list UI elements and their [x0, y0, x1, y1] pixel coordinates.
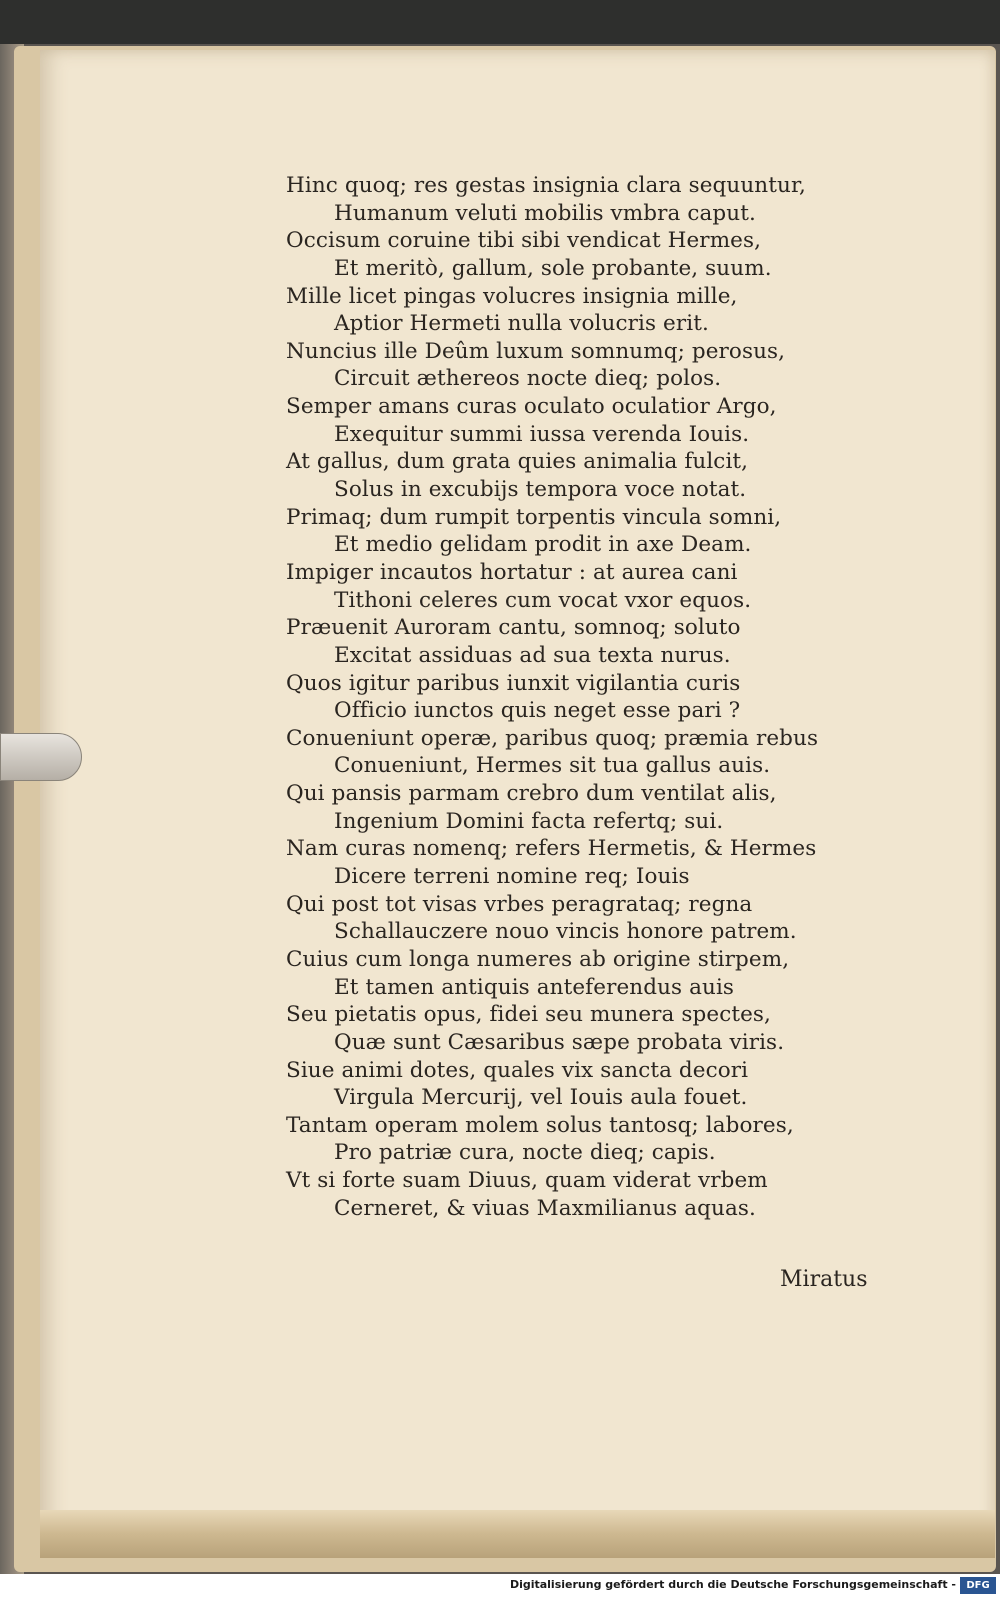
poem-line: Qui pansis parmam crebro dum ventilat alis, — [286, 781, 777, 807]
poem-line: Nam curas nomenq; refers Hermetis, & Hermes — [286, 836, 817, 862]
poem-line: Tantam operam molem solus tantosq; labores, — [286, 1112, 794, 1138]
poem-line: Conueniunt operæ, paribus quoq; præmia rebus — [286, 725, 819, 751]
poem-line: Officio iunctos quis neget esse pari ? — [334, 698, 741, 724]
poem-line: Hinc quoq; res gestas insignia clara sequuntur, — [286, 173, 806, 198]
poem-line: Schallauczere nouo vincis honore patrem. — [334, 919, 797, 945]
poem-line: Semper amans curas oculato oculatior Argo, — [286, 394, 777, 420]
poem-line: Vt si forte suam Diuus, quam viderat vrbem — [286, 1168, 768, 1194]
poem-line: Humanum veluti mobilis vmbra caput. — [334, 200, 756, 226]
poem-line: Siue animi dotes, quales vix sancta decori — [286, 1057, 749, 1083]
poem-line: Cuius cum longa numeres ab origine stirpem, — [286, 946, 790, 972]
poem-line: Cerneret, & viuas Maxmilianus aquas. — [334, 1195, 756, 1221]
poem-line: Et medio gelidam prodit in axe Deam. — [334, 532, 752, 558]
poem-line: Excitat assiduas ad sua texta nurus. — [334, 642, 731, 668]
poem-line: Aptior Hermeti nulla volucris erit. — [334, 311, 709, 337]
poem-line: At gallus, dum grata quies animalia fulcit, — [286, 449, 749, 475]
page-bottom-edge — [40, 1510, 995, 1558]
poem-line: Quos igitur paribus iunxit vigilantia curis — [286, 670, 741, 696]
poem-line: Circuit æthereos nocte dieq; polos. — [334, 366, 722, 392]
poem-line: Impiger incautos hortatur : at aurea cani — [286, 559, 738, 585]
poem-line: Pro patriæ cura, nocte dieq; capis. — [334, 1140, 716, 1166]
poem-line: Occisum coruine tibi sibi vendicat Hermes, — [286, 228, 762, 254]
poem-line: Præuenit Auroram cantu, somnoq; soluto — [286, 615, 741, 641]
poem-line: Mille licet pingas volucres insignia mille, — [286, 283, 738, 309]
poem-line: Qui post tot visas vrbes peragrataq; regna — [286, 891, 753, 917]
poem-line: Conueniunt, Hermes sit tua gallus auis. — [334, 753, 771, 779]
funding-notice: Digitalisierung gefördert durch die Deutsche Forschungsgemeinschaft - — [509, 1578, 956, 1591]
poem-line: Ingenium Domini facta refertq; sui. — [334, 808, 724, 834]
poem-line: Seu pietatis opus, fidei seu munera spectes, — [286, 1002, 771, 1028]
poem-line: Tithoni celeres cum vocat vxor equos. — [334, 587, 752, 613]
poem-line: Dicere terreni nomine req; Iouis — [334, 864, 690, 890]
viewer-top-bar — [0, 0, 1000, 44]
page-clip — [0, 733, 82, 781]
footer — [0, 1574, 1000, 1601]
poem-line: Primaq; dum rumpit torpentis vincula somni, — [286, 504, 782, 530]
poem-line: Et meritò, gallum, sole probante, suum. — [334, 255, 772, 281]
poem-line: Virgula Mercurij, vel Iouis aula fouet. — [334, 1085, 748, 1111]
poem-line: Solus in excubijs tempora voce notat. — [334, 477, 747, 503]
poem-line: Exequitur summi iussa verenda Iouis. — [334, 421, 750, 447]
poem-text — [286, 172, 886, 1222]
catchword: Miratus — [780, 1267, 868, 1292]
dfg-logo: DFG — [960, 1577, 996, 1594]
poem-line: Nuncius ille Deûm luxum somnumq; perosus, — [286, 338, 786, 364]
poem-line: Quæ sunt Cæsaribus sæpe probata viris. — [334, 1029, 785, 1055]
poem-line: Et tamen antiquis anteferendus auis — [334, 974, 735, 1000]
